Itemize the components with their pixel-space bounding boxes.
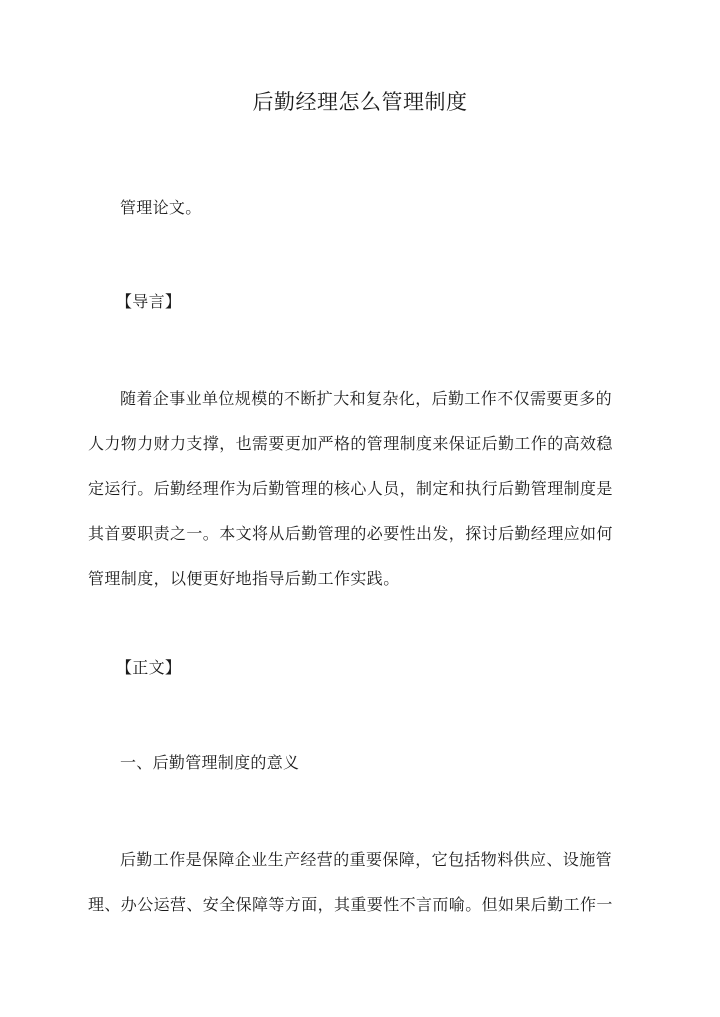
paragraph-line: 随着企事业单位规模的不断扩大和复杂化，后勤工作不仅需要更多的 [120, 389, 613, 408]
paragraph-line: 定运行。后勤经理作为后勤管理的核心人员，制定和执行后勤管理制度是 [88, 479, 613, 498]
paragraph-line: 人力物力财力支撑，也需要更加严格的管理制度来保证后勤工作的高效稳 [88, 434, 613, 453]
intro-paragraph [88, 376, 633, 601]
document-title: 后勤经理怎么管理制度 [252, 90, 468, 114]
body-heading: 【正文】 [116, 658, 182, 677]
intro-heading: 【导言】 [116, 292, 182, 311]
section-paragraph [88, 837, 633, 927]
paragraph-line: 管理制度，以便更好地指导后勤工作实践。 [88, 569, 400, 588]
paragraph-line: 后勤工作是保障企业生产经营的重要保障，它包括物料供应、设施管 [120, 850, 613, 869]
section-heading: 一、后勤管理制度的意义 [120, 753, 300, 772]
paragraph-line: 其首要职责之一。本文将从后勤管理的必要性出发，探讨后勤经理应如何 [88, 524, 613, 543]
category-label: 管理论文。 [120, 198, 202, 217]
paragraph-line: 理、办公运营、安全保障等方面，其重要性不言而喻。但如果后勤工作一 [88, 895, 613, 914]
